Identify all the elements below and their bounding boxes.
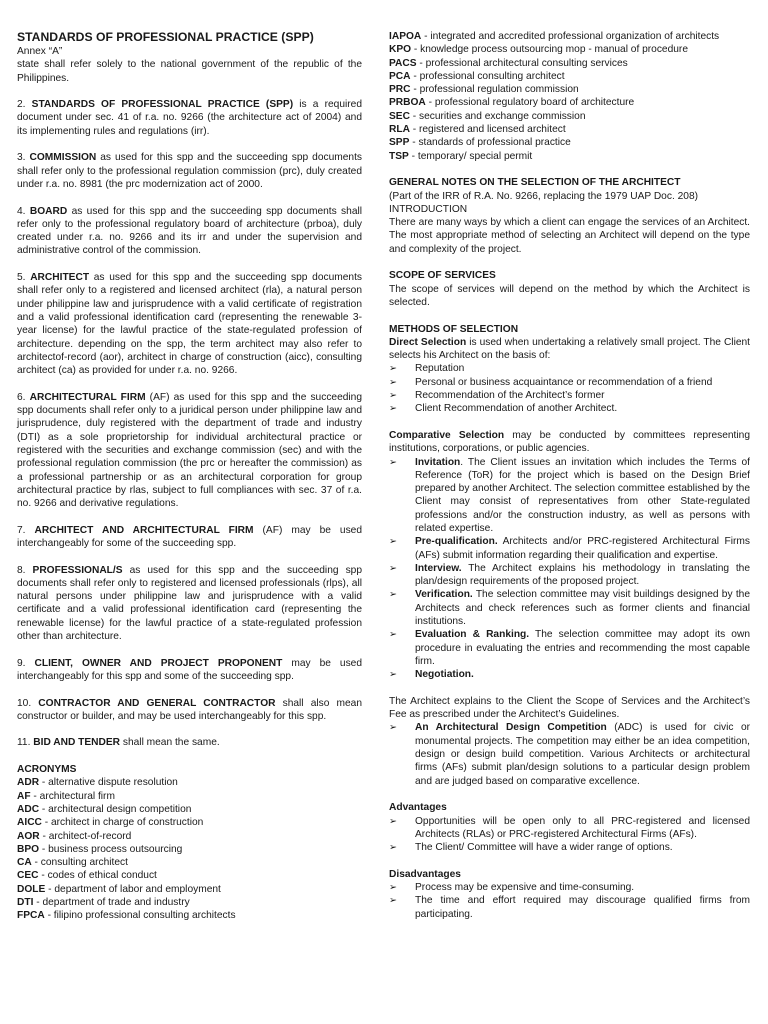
definition-number: 6. xyxy=(17,391,30,403)
list-item xyxy=(389,881,750,894)
acronym-definition: - securities and exchange commission xyxy=(409,110,586,122)
acronym-row xyxy=(17,843,362,856)
acronym-abbr: FPCA xyxy=(17,910,45,922)
list-item xyxy=(389,402,750,415)
definition-text: as used for this spp and the succeeding spp documents shall refer only to registered and licensed professionals (rlps), all natural persons under philippine law and jurisprudence with a valid certificate and a valid professional identification card (representing the renewable license) for the lawful practice of a state-regulated profession other than architecture. xyxy=(17,564,362,643)
definition-text: shall also mean constructor or builder, and may be used interchangeably for this spp. xyxy=(17,697,362,722)
acronym-abbr: SPP xyxy=(389,137,410,149)
acronym-abbr: IAPOA xyxy=(389,31,422,42)
definition-number: 7. xyxy=(17,524,35,536)
acronym-definition: - alternative dispute resolution xyxy=(39,777,178,789)
definition-number: 9. xyxy=(17,657,35,669)
list-item-text: Recommendation of the Architect’s former xyxy=(415,390,605,402)
comparative-selection-term: Comparative Selection xyxy=(389,429,505,441)
list-item xyxy=(389,389,750,402)
acronym-abbr: AF xyxy=(17,790,31,802)
list-item-text: Architects and/or PRC-registered Architectural Firms (AFs) submit information regarding their qualification and expertise. xyxy=(415,536,750,561)
definition-term: BID AND TENDER xyxy=(33,737,121,749)
acronym-definition: - architect-of-record xyxy=(39,830,132,842)
definition-paragraph xyxy=(17,205,362,258)
arrow-bullet-icon: ➢ xyxy=(389,390,397,402)
acronym-definition: - professional regulatory board of architecture xyxy=(425,97,635,109)
left-column xyxy=(17,30,362,923)
methods-heading: METHODS OF SELECTION xyxy=(389,323,519,335)
acronym-row xyxy=(17,909,362,922)
acronym-definition: - knowledge process outsourcing mop - manual of procedure xyxy=(411,44,688,56)
disadvantages-heading: Disadvantages xyxy=(389,868,461,880)
definition-text: may be used interchangeably for this spp and some of the succeeding spp. xyxy=(17,657,362,682)
arrow-bullet-icon: ➢ xyxy=(389,376,397,388)
acronym-row xyxy=(389,150,750,163)
acronym-abbr: DOLE xyxy=(17,883,46,895)
definition-term: ARCHITECTURAL FIRM xyxy=(29,391,146,403)
acronym-abbr: BPO xyxy=(17,843,40,855)
list-item xyxy=(389,456,750,536)
definition-text: is a required document under sec. 41 of r.a. no. 9266 (the architecture act of 2004) and its implementing rules and regulations (irr). xyxy=(17,99,362,137)
arrow-bullet-icon: ➢ xyxy=(389,363,397,375)
advantages-heading: Advantages xyxy=(389,802,447,814)
definition-number: 10. xyxy=(17,697,39,709)
definition-paragraph xyxy=(17,564,362,644)
definition-term: COMMISSION xyxy=(29,152,97,164)
list-item-term: Pre-qualification. xyxy=(415,536,498,548)
arrow-bullet-icon: ➢ xyxy=(389,722,397,734)
definition-paragraph xyxy=(17,524,362,551)
list-item-text: Process may be expensive and time-consuming. xyxy=(415,882,635,893)
comparative-selection-list xyxy=(389,456,750,682)
definition-paragraph xyxy=(17,271,362,377)
definition-number: 2. xyxy=(17,99,32,111)
direct-selection-paragraph xyxy=(389,336,750,363)
list-item xyxy=(389,628,750,668)
comparative-selection-text: may be conducted by committees representing institutions, corporations, or public agencies. xyxy=(389,429,750,455)
comparative-selection-paragraph xyxy=(389,429,750,456)
acronym-definition: - professional architectural consulting services xyxy=(416,57,628,69)
arrow-bullet-icon: ➢ xyxy=(389,403,397,415)
acronyms-heading: ACRONYMS xyxy=(17,764,77,776)
scope-text: The scope of services will depend on the method by which the Architect is selected. xyxy=(389,283,750,308)
list-item xyxy=(389,535,750,562)
list-item xyxy=(389,588,750,628)
design-competition-term: An Architectural Design Competition xyxy=(415,722,607,734)
definition-text: shall mean the same. xyxy=(120,737,220,749)
definition-term: ARCHITECT xyxy=(30,272,90,284)
definitions-list xyxy=(17,98,362,750)
arrow-bullet-icon: ➢ xyxy=(389,669,397,681)
acronym-abbr: CA xyxy=(17,857,32,869)
acronym-definition: - professional consulting architect xyxy=(410,70,565,82)
acronym-row xyxy=(17,856,362,869)
definition-term: STANDARDS OF PROFESSIONAL PRACTICE (SPP) xyxy=(31,99,294,111)
list-item-text: Client Recommendation of another Architect. xyxy=(415,403,618,415)
acronym-abbr: KPO xyxy=(389,44,412,56)
introduction-text: There are many ways by which a client can engage the services of an Architect. The most appropriate method of selecting an Architect will depend on the type and complexity of the project. xyxy=(389,217,750,255)
definition-paragraph xyxy=(17,151,362,191)
definition-paragraph xyxy=(17,657,362,684)
acronym-abbr: SEC xyxy=(389,110,410,122)
definition-paragraph xyxy=(17,736,362,749)
acronym-definition: - department of trade and industry xyxy=(33,897,190,908)
acronym-definition: - filipino professional consulting architects xyxy=(44,910,236,922)
acronym-row xyxy=(389,96,750,109)
acronym-definition: - standards of professional practice xyxy=(409,137,571,149)
acronym-abbr: ADC xyxy=(17,803,40,815)
acronym-row xyxy=(17,776,362,789)
arrow-bullet-icon: ➢ xyxy=(389,895,397,907)
list-item-text: The selection committee may visit buildings designed by the Architects and check references such as former clients and financial institutions. xyxy=(415,589,750,628)
acronym-abbr: RLA xyxy=(389,124,410,136)
annex-label: Annex “A” xyxy=(17,46,63,57)
arrow-bullet-icon: ➢ xyxy=(389,589,397,601)
list-item xyxy=(389,721,750,787)
definition-term: ARCHITECT AND ARCHITECTURAL FIRM xyxy=(34,524,254,536)
arrow-bullet-icon: ➢ xyxy=(389,456,397,468)
page-title: STANDARDS OF PROFESSIONAL PRACTICE (SPP) xyxy=(17,30,314,44)
definition-text: (AF) as used for this spp and the succeeding spp documents shall refer only to a juridical person under philippine law and jurisprudence, duly registered with the department of trade and industry (DTI) as a sole proprietorship for individual architectural practice or registered with the securities and exchange commission (sec) and with the professional regulation commission (the prc or hereafter the commission) as a professional partnership or as an architectural corporation for group architectural practice by rlas, subject to full compliances with sec. 37 of r.a. no. 9266 and derivative regulations. xyxy=(17,391,363,510)
acronym-row xyxy=(17,816,362,829)
general-notes-heading: GENERAL NOTES ON THE SELECTION OF THE ARCHITECT xyxy=(389,177,681,189)
definition-number: 8. xyxy=(17,564,33,576)
list-item xyxy=(389,841,750,854)
acronym-row xyxy=(17,790,362,803)
list-item-term: Negotiation. xyxy=(415,669,474,681)
acronym-row xyxy=(17,803,362,816)
definition-number: 5. xyxy=(17,272,31,284)
list-item-text: The time and effort required may discourage qualified firms from participating. xyxy=(415,895,750,920)
acronym-definition: - professional regulation commission xyxy=(410,84,579,96)
acronym-row xyxy=(389,123,750,136)
list-item xyxy=(389,894,750,921)
design-competition-text: (ADC) is used for civic or monumental projects. The competition may either be an idea competition, design or design build competition. Various Architects or architectural firms (AFs) submit plan/design solutions to a particular design problem and are judged based on comparative excellence. xyxy=(415,722,751,787)
definition-term: BOARD xyxy=(29,205,68,217)
arrow-bullet-icon: ➢ xyxy=(389,562,397,574)
list-item-text: Personal or business acquaintance or recommendation of a friend xyxy=(415,376,713,388)
list-item-term: Invitation xyxy=(415,456,461,468)
intro-paragraph: state shall refer solely to the national government of the republic of the Philippines. xyxy=(17,59,362,84)
right-column xyxy=(389,30,750,921)
acronym-definition: - architect in charge of construction xyxy=(41,817,204,829)
acronyms-list-left xyxy=(17,776,362,922)
disadvantages-list xyxy=(389,881,750,921)
acronym-abbr: PACS xyxy=(389,57,417,69)
list-item-text: . The Client issues an invitation which includes the Terms of Reference (ToR) for the project which is based on the Design Brief prepared by another Architect. The selection committee established by the Client may consist of representatives from other State-regulated professions and/or the construction industry, as well as persons with related expertise. xyxy=(415,456,750,534)
list-item-text: The Client/ Committee will have a wider range of options. xyxy=(415,842,673,854)
list-item xyxy=(389,815,750,842)
definition-term: PROFESSIONAL/S xyxy=(32,564,123,576)
list-item-term: Interview. xyxy=(415,562,462,574)
list-item-text: Opportunities will be open only to all PRC-registered and licensed Architects (RLAs) or PRC-registered Architectural Firms (AFs). xyxy=(415,815,750,840)
definition-text: as used for this spp and the succeeding spp documents shall refer only to the professional regulatory board of architecture (prboa), duly created under r.a. no. 9266 and its irr and under the supervision and administrative control of the commission. xyxy=(17,205,363,257)
acronym-abbr: PRBOA xyxy=(389,97,426,109)
arrow-bullet-icon: ➢ xyxy=(389,536,397,548)
definition-term: CONTRACTOR AND GENERAL CONTRACTOR xyxy=(38,697,276,709)
arrow-bullet-icon: ➢ xyxy=(389,629,397,641)
acronym-abbr: DTI xyxy=(17,897,34,908)
definition-paragraph xyxy=(17,98,362,138)
list-item-text: Reputation xyxy=(415,363,465,375)
acronym-row xyxy=(389,110,750,123)
acronym-abbr: ADR xyxy=(17,777,40,789)
acronym-abbr: CEC xyxy=(17,870,39,882)
list-item xyxy=(389,376,750,389)
definition-text: as used for this spp and the succeeding spp documents shall refer only to the professional regulation commission (prc), duly created under r.a. no. 8981 (the prc modernization act of 2000. xyxy=(17,152,363,190)
list-item-text: The Architect explains his methodology in translating the plan/design requirements of the proposed project. xyxy=(415,562,750,588)
acronym-row xyxy=(17,830,362,843)
definition-paragraph xyxy=(17,391,362,511)
advantages-list xyxy=(389,815,750,855)
acronym-definition: - registered and licensed architect xyxy=(409,124,566,136)
arrow-bullet-icon: ➢ xyxy=(389,882,397,893)
acronym-abbr: AOR xyxy=(17,830,40,842)
design-competition-list xyxy=(389,721,750,787)
list-item-text: The selection committee may adopt its own procedure in evaluating the entries and recommending the most capable firm. xyxy=(415,629,750,667)
definition-term: CLIENT, OWNER AND PROJECT PROPONENT xyxy=(34,657,283,669)
acronym-abbr: AICC xyxy=(17,817,42,829)
acronym-definition: - business process outsourcing xyxy=(39,843,183,855)
list-item-term: Evaluation & Ranking. xyxy=(415,629,530,641)
list-item xyxy=(389,562,750,589)
acronym-row xyxy=(389,57,750,70)
acronym-row xyxy=(17,883,362,896)
acronym-definition: - codes of ethical conduct xyxy=(38,870,157,882)
acronym-row xyxy=(389,83,750,96)
architect-explains-paragraph: The Architect explains to the Client the Scope of Services and the Architect’s Fee as prescribed under the Architect’s Guidelines. xyxy=(389,695,750,721)
definition-text: as used for this spp and the succeeding spp documents shall refer only to a registered and licensed architect (rla), a natural person under philippine law and jurisprudence with a valid certificate of registration and a valid professional identification card (representing the renewable 3-year license) for the lawful practice of the state-regulated profession of architecture. depending on the spp, the term architect may also refer to architectof-record (aor), architect in charge of construction (aicc), consulting architect (ca) as provided for under r.a. no. 9266. xyxy=(17,272,363,377)
definition-number: 3. xyxy=(17,152,30,164)
acronym-row xyxy=(17,869,362,882)
acronym-abbr: PCA xyxy=(389,70,411,82)
list-item xyxy=(389,362,750,375)
direct-selection-list xyxy=(389,362,750,415)
acronym-definition: - architectural firm xyxy=(30,790,115,802)
acronym-abbr: TSP xyxy=(389,150,409,162)
acronym-definition: - department of labor and employment xyxy=(45,883,221,895)
introduction-label: INTRODUCTION xyxy=(389,203,468,215)
direct-selection-text: is used when undertaking a relatively small project. The Client selects his Architect on the basis of: xyxy=(389,336,750,362)
definition-text: (AF) may be used interchangeably for some of the succeeding spp. xyxy=(17,524,362,549)
acronym-definition: - temporary/ special permit xyxy=(408,150,533,162)
acronym-row xyxy=(389,30,750,43)
definition-number: 11. xyxy=(17,737,34,749)
arrow-bullet-icon: ➢ xyxy=(389,842,397,854)
list-item xyxy=(389,668,750,681)
acronym-definition: - consulting architect xyxy=(31,857,128,869)
definition-paragraph xyxy=(17,697,362,724)
acronym-row xyxy=(17,896,362,909)
acronym-definition: - integrated and accredited professional organization of architects xyxy=(421,31,720,42)
acronym-definition: - architectural design competition xyxy=(39,803,192,815)
acronyms-list-right xyxy=(389,30,750,163)
acronym-row xyxy=(389,70,750,83)
acronym-abbr: PRC xyxy=(389,84,411,96)
acronym-row xyxy=(389,136,750,149)
direct-selection-term: Direct Selection xyxy=(389,336,467,348)
arrow-bullet-icon: ➢ xyxy=(389,815,397,827)
scope-heading: SCOPE OF SERVICES xyxy=(389,270,496,282)
general-notes-subheading: (Part of the IRR of R.A. No. 9266, replacing the 1979 UAP Doc. 208) xyxy=(389,190,698,202)
acronym-row xyxy=(389,43,750,56)
definition-number: 4. xyxy=(17,205,30,217)
list-item-term: Verification. xyxy=(415,589,473,601)
